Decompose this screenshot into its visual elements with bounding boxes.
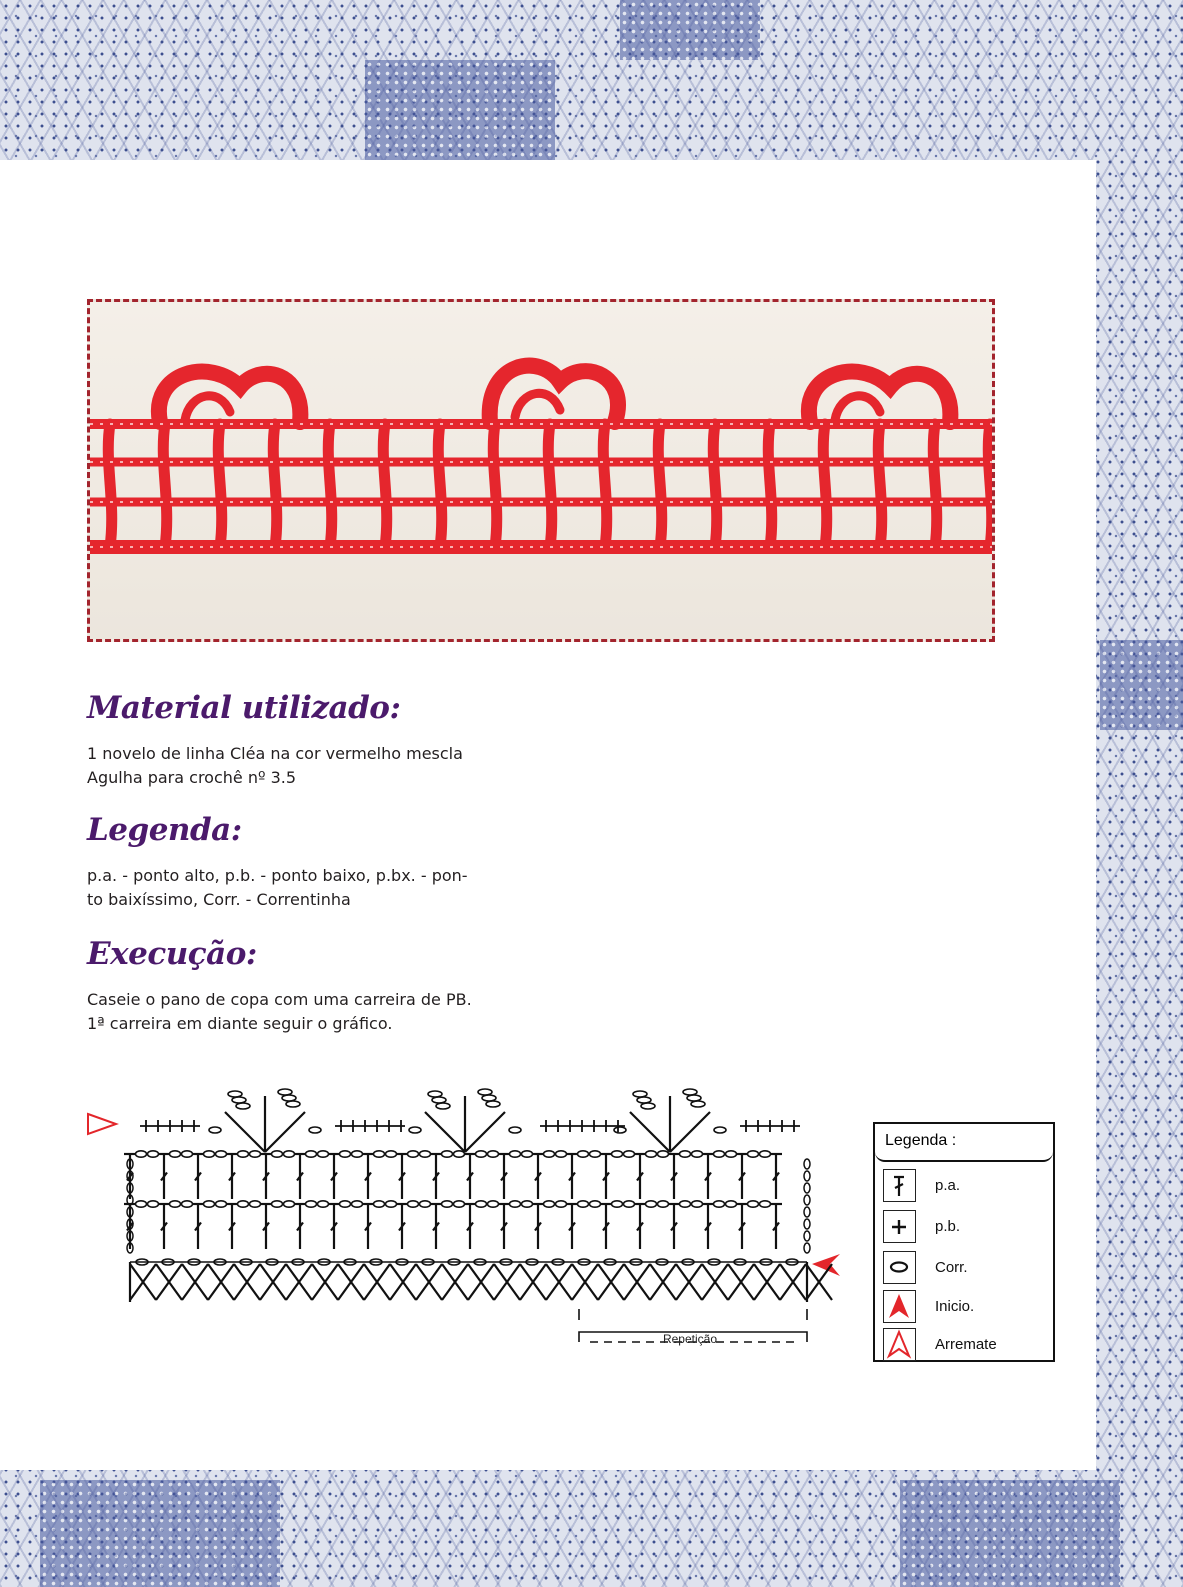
material-text: [87, 742, 507, 790]
yarn-vertical: [603, 424, 606, 547]
base-cross: [494, 1264, 520, 1300]
picot-oval: [228, 1091, 242, 1097]
chain-oval: [488, 1151, 499, 1157]
treble-stitch: [637, 1204, 643, 1249]
treble-stitch: [705, 1154, 711, 1199]
chain-oval: [182, 1201, 193, 1207]
chain-oval: [726, 1151, 737, 1157]
chain-stitch-icon: [883, 1251, 916, 1284]
base-cross: [598, 1264, 624, 1300]
chain-oval: [454, 1201, 465, 1207]
single-crochet-icon: [883, 1210, 916, 1243]
yarn-vertical: [438, 424, 441, 547]
chain-oval: [420, 1151, 431, 1157]
treble-stitch: [161, 1204, 167, 1249]
execucao-line: 1ª carreira em diante seguir o gráfico.: [87, 1014, 393, 1033]
base-cross: [312, 1264, 338, 1300]
yarn-vertical: [548, 424, 551, 547]
chain-oval: [646, 1201, 657, 1207]
base-cross: [572, 1264, 598, 1300]
base-cross: [234, 1264, 260, 1300]
chain-oval: [510, 1151, 521, 1157]
base-cross: [780, 1264, 806, 1300]
chain-oval: [306, 1151, 317, 1157]
chain-oval: [306, 1201, 317, 1207]
chain-oval: [658, 1151, 669, 1157]
chain-oval: [714, 1201, 725, 1207]
picot-oval: [436, 1103, 450, 1109]
chain-oval: [408, 1201, 419, 1207]
treble-stitch: [365, 1154, 371, 1199]
picot-oval: [278, 1089, 292, 1095]
treble-stitch: [501, 1204, 507, 1249]
picot-oval: [409, 1127, 421, 1133]
treble-stitch: [501, 1154, 507, 1199]
chain-oval: [726, 1201, 737, 1207]
treble-stitch: [433, 1154, 439, 1199]
turning-chain: [804, 1183, 810, 1193]
repeat-label: Repetição: [662, 1332, 718, 1346]
base-cross: [130, 1264, 156, 1300]
treble-stitch: [195, 1204, 201, 1249]
picot-oval: [309, 1127, 321, 1133]
base-cross: [338, 1264, 364, 1300]
treble-stitch: [399, 1204, 405, 1249]
chain-oval: [136, 1201, 147, 1207]
turning-chain: [804, 1207, 810, 1217]
base-cross: [806, 1264, 832, 1300]
picot-oval: [478, 1089, 492, 1095]
chain-oval: [374, 1151, 385, 1157]
picot-oval: [683, 1089, 697, 1095]
fabric-patch: [1100, 640, 1183, 730]
legend-item: [883, 1210, 1051, 1244]
base-cross: [182, 1264, 208, 1300]
picot-oval: [209, 1127, 221, 1133]
chain-oval: [680, 1201, 691, 1207]
chain-oval: [624, 1151, 635, 1157]
chain-oval: [646, 1151, 657, 1157]
execucao-line: Caseie o pano de copa com uma carreira de PB.: [87, 990, 472, 1009]
fabric-patch: [900, 1480, 1120, 1587]
chain-oval: [216, 1201, 227, 1207]
treble-stitch: [671, 1204, 677, 1249]
treble-stitch: [637, 1154, 643, 1199]
base-cross: [728, 1264, 754, 1300]
chain-oval: [760, 1201, 771, 1207]
chain-oval: [182, 1151, 193, 1157]
base-cross: [520, 1264, 546, 1300]
chain-oval: [624, 1201, 635, 1207]
treble-stitch: [773, 1154, 779, 1199]
chain-oval: [590, 1151, 601, 1157]
treble-stitch: [297, 1154, 303, 1199]
chain-oval: [522, 1151, 533, 1157]
chain-oval: [760, 1151, 771, 1157]
treble-stitch: [331, 1204, 337, 1249]
chain-oval: [454, 1151, 465, 1157]
picot-oval: [236, 1103, 250, 1109]
chain-oval: [386, 1151, 397, 1157]
yarn-vertical: [658, 424, 661, 547]
chain-oval: [612, 1201, 623, 1207]
picot-oval: [486, 1101, 500, 1107]
chain-oval: [578, 1201, 589, 1207]
chain-oval: [748, 1201, 759, 1207]
treble-stitch: [399, 1154, 405, 1199]
base-cross: [546, 1264, 572, 1300]
yarn-vertical: [768, 424, 771, 547]
turning-chain: [804, 1159, 810, 1169]
chain-oval: [250, 1151, 261, 1157]
fabric-patch: [620, 0, 760, 60]
treble-stitch: [535, 1204, 541, 1249]
picot-oval: [428, 1091, 442, 1097]
picot-oval: [482, 1095, 496, 1101]
chain-oval: [204, 1201, 215, 1207]
treble-stitch: [603, 1154, 609, 1199]
chain-oval: [522, 1201, 533, 1207]
base-cross: [754, 1264, 780, 1300]
chain-oval: [318, 1151, 329, 1157]
turning-chain: [804, 1171, 810, 1181]
treble-stitch: [331, 1154, 337, 1199]
legend-label: Corr.: [935, 1259, 968, 1276]
chain-oval: [216, 1151, 227, 1157]
treble-stitch: [671, 1154, 677, 1199]
yarn-vertical: [493, 424, 496, 547]
crochet-chart: [80, 1084, 860, 1374]
chain-oval: [692, 1201, 703, 1207]
treble-stitch: [297, 1204, 303, 1249]
base-cross: [208, 1264, 234, 1300]
chain-oval: [340, 1151, 351, 1157]
finish-arrow-icon: [883, 1328, 916, 1361]
start-arrow-icon: [88, 1114, 116, 1134]
picot-oval: [633, 1091, 647, 1097]
crochet-trim-photo: [87, 299, 995, 642]
yarn-vertical: [823, 424, 826, 547]
base-cross: [702, 1264, 728, 1300]
yarn-vertical: [878, 424, 881, 547]
treble-stitch: [705, 1204, 711, 1249]
base-cross: [650, 1264, 676, 1300]
execucao-heading: Execução:: [87, 936, 257, 972]
turning-chain: [804, 1243, 810, 1253]
base-cross: [260, 1264, 286, 1300]
execucao-text: [87, 988, 507, 1036]
turning-chain: [804, 1219, 810, 1229]
base-cross: [390, 1264, 416, 1300]
yarn-vertical: [108, 424, 111, 547]
picot-oval: [286, 1101, 300, 1107]
yarn-vertical: [988, 424, 991, 547]
yarn-vertical: [218, 424, 221, 547]
chain-oval: [284, 1201, 295, 1207]
chart-legend: [873, 1122, 1055, 1362]
chain-oval: [556, 1201, 567, 1207]
base-cross: [364, 1264, 390, 1300]
chain-oval: [148, 1151, 159, 1157]
picot-oval: [282, 1095, 296, 1101]
chain-oval: [250, 1201, 261, 1207]
chain-oval: [318, 1201, 329, 1207]
legenda-line: to baixíssimo, Corr. - Correntinha: [87, 890, 351, 909]
chain-oval: [510, 1201, 521, 1207]
fabric-patch: [40, 1480, 280, 1587]
yarn-vertical: [933, 424, 936, 547]
base-cross: [676, 1264, 702, 1300]
chain-oval: [476, 1151, 487, 1157]
treble-stitch: [467, 1204, 473, 1249]
base-cross: [156, 1264, 182, 1300]
legenda-heading: Legenda:: [87, 812, 242, 848]
chain-oval: [284, 1151, 295, 1157]
base-cross: [416, 1264, 442, 1300]
legend-title: Legenda :: [875, 1124, 1053, 1162]
yarn-vertical: [273, 424, 276, 547]
fabric-patch: [365, 60, 555, 160]
crochet-trim-illustration: [90, 302, 992, 639]
base-cross: [286, 1264, 312, 1300]
picot-oval: [687, 1095, 701, 1101]
legend-label: p.a.: [935, 1177, 961, 1194]
legend-item: [883, 1290, 1051, 1324]
chain-oval: [680, 1151, 691, 1157]
base-cross: [624, 1264, 650, 1300]
legend-label: Arremate: [935, 1336, 997, 1353]
material-heading: Material utilizado:: [87, 690, 401, 726]
chain-oval: [272, 1201, 283, 1207]
chain-oval: [272, 1151, 283, 1157]
legenda-text: [87, 864, 507, 912]
base-cross: [468, 1264, 494, 1300]
picot-oval: [614, 1127, 626, 1133]
treble-stitch: [229, 1204, 235, 1249]
chain-oval: [590, 1201, 601, 1207]
yarn-vertical: [328, 424, 331, 547]
treble-stitch: [535, 1154, 541, 1199]
chain-oval: [544, 1151, 555, 1157]
treble-stitch: [365, 1204, 371, 1249]
chain-oval: [386, 1201, 397, 1207]
treble-stitch: [433, 1204, 439, 1249]
picot-oval: [691, 1101, 705, 1107]
yarn-vertical: [713, 424, 716, 547]
chain-oval: [544, 1201, 555, 1207]
picot-oval: [509, 1127, 521, 1133]
legend-item: [883, 1169, 1051, 1203]
chain-oval: [352, 1201, 363, 1207]
legend-label: p.b.: [935, 1218, 961, 1235]
legend-item: [883, 1328, 1051, 1362]
yarn-vertical: [163, 424, 166, 547]
chain-oval: [748, 1151, 759, 1157]
picot-oval: [432, 1097, 446, 1103]
chain-oval: [476, 1201, 487, 1207]
legenda-line: p.a. - ponto alto, p.b. - ponto baixo, p.bx. - pon-: [87, 866, 468, 885]
chain-oval: [136, 1151, 147, 1157]
treble-stitch: [773, 1204, 779, 1249]
chain-oval: [556, 1151, 567, 1157]
page-panel: [0, 160, 1096, 1470]
chain-oval: [612, 1151, 623, 1157]
material-line: Agulha para crochê nº 3.5: [87, 768, 297, 787]
legend-label: Inicio.: [935, 1298, 975, 1315]
treble-stitch: [263, 1204, 269, 1249]
treble-stitch: [263, 1154, 269, 1199]
start-arrow-icon: [883, 1290, 916, 1323]
base-cross: [442, 1264, 468, 1300]
treble-stitch: [739, 1154, 745, 1199]
treble-stitch: [739, 1204, 745, 1249]
chain-oval: [578, 1151, 589, 1157]
yarn-vertical: [383, 424, 386, 547]
chain-oval: [204, 1151, 215, 1157]
treble-stitch: [569, 1154, 575, 1199]
chain-oval: [658, 1201, 669, 1207]
chain-oval: [420, 1201, 431, 1207]
picot-oval: [637, 1097, 651, 1103]
chain-oval: [340, 1201, 351, 1207]
chain-oval: [170, 1151, 181, 1157]
treble-stitch: [229, 1154, 235, 1199]
chain-oval: [148, 1201, 159, 1207]
legend-item: [883, 1251, 1051, 1285]
turning-chain: [804, 1231, 810, 1241]
chain-oval: [238, 1201, 249, 1207]
chain-oval: [170, 1201, 181, 1207]
chain-oval: [442, 1201, 453, 1207]
chain-oval: [238, 1151, 249, 1157]
chain-oval: [714, 1151, 725, 1157]
chain-oval: [442, 1151, 453, 1157]
treble-crochet-icon: [883, 1169, 916, 1202]
chain-oval: [692, 1151, 703, 1157]
chain-oval: [408, 1151, 419, 1157]
treble-stitch: [603, 1204, 609, 1249]
chain-oval: [488, 1201, 499, 1207]
chain-oval: [374, 1201, 385, 1207]
picot-oval: [714, 1127, 726, 1133]
treble-stitch: [195, 1154, 201, 1199]
turning-chain: [804, 1195, 810, 1205]
treble-stitch: [569, 1204, 575, 1249]
material-line: 1 novelo de linha Cléa na cor vermelho mescla: [87, 744, 463, 763]
treble-stitch: [161, 1154, 167, 1199]
picot-oval: [232, 1097, 246, 1103]
picot-oval: [641, 1103, 655, 1109]
treble-stitch: [467, 1154, 473, 1199]
chain-oval: [352, 1151, 363, 1157]
